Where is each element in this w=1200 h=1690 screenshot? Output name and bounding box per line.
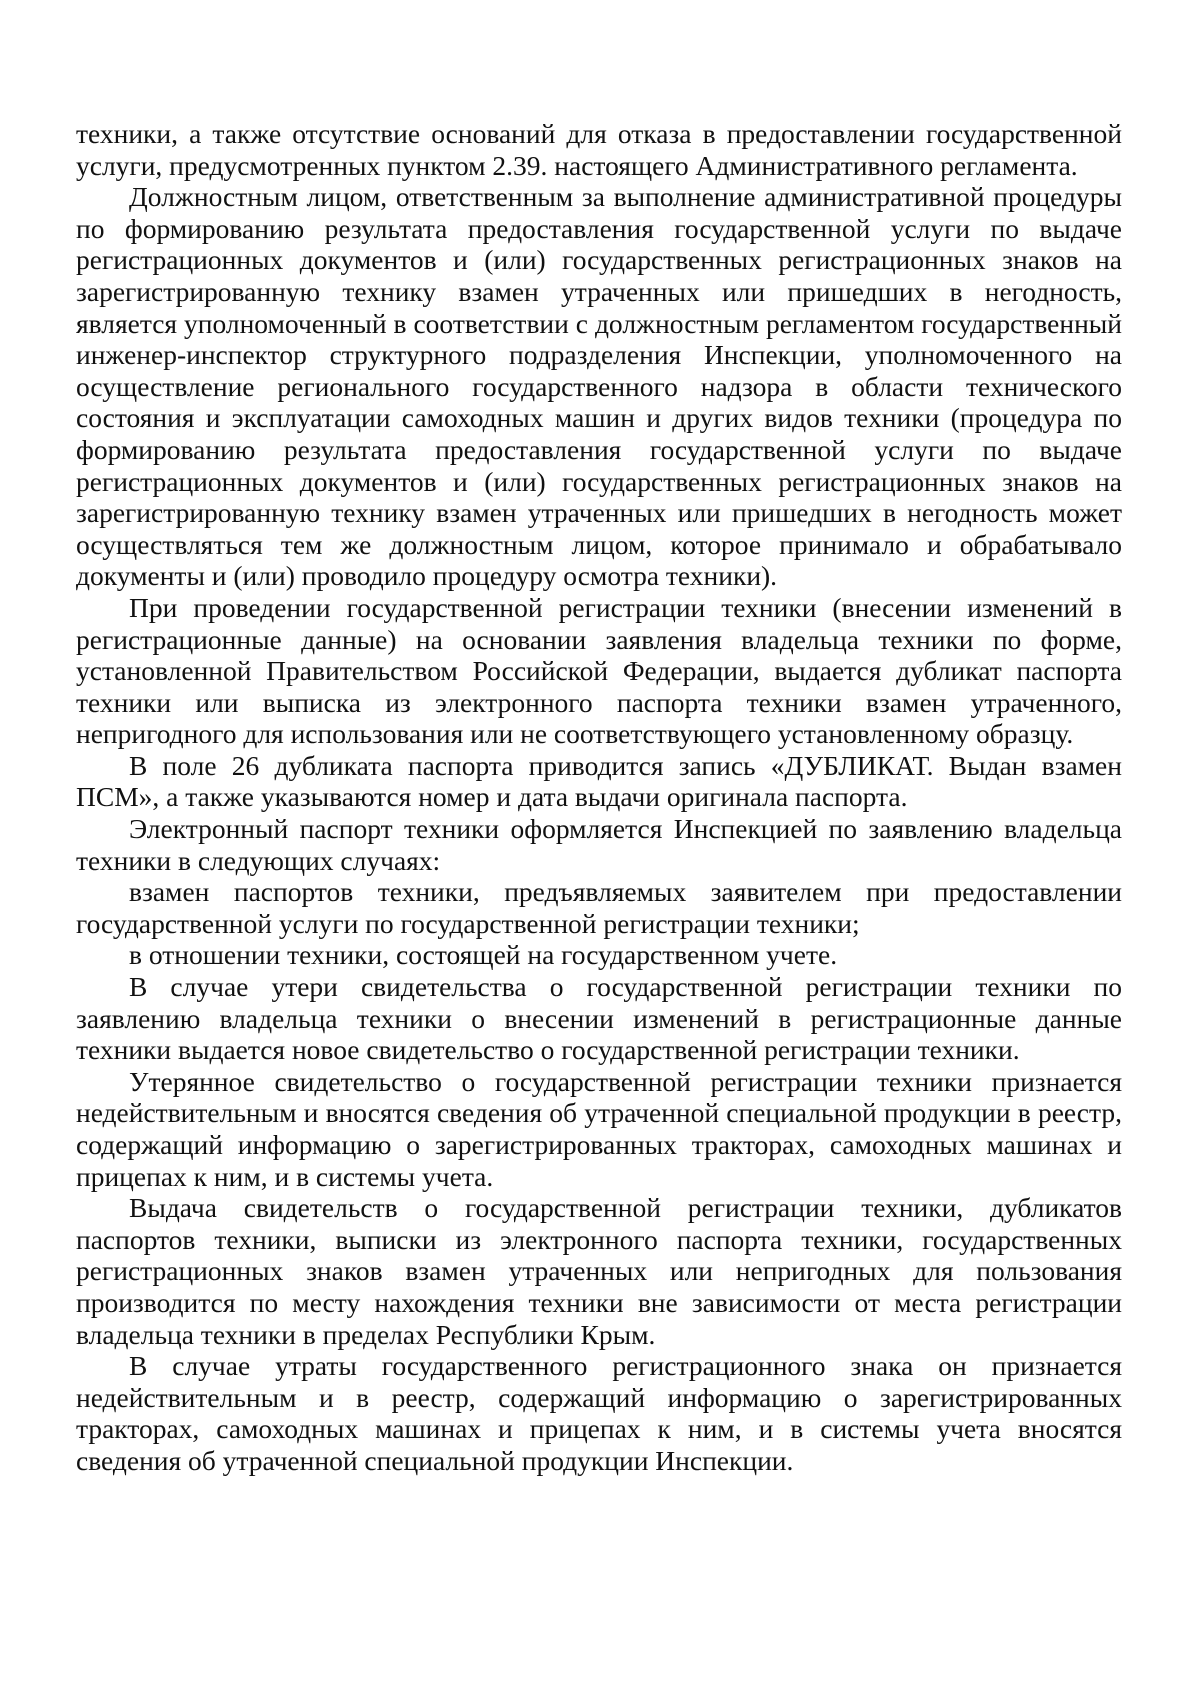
- paragraph-lost-certificate: В случае утери свидетельства о государственной регистрации техники по заявлению владельца техники о внесении изменений в регистрационные данные техники выдается новое свидетельство о государственной регистрации техники.: [76, 971, 1122, 1066]
- paragraph-responsible-official: Должностным лицом, ответственным за выполнение административной процедуры по формированию результата предоставления государственной услуги по выдаче регистрационных документов и (или) государственных регистрационных знаков на зарегистрированную технику взамен утраченных или пришедших в негодность, является уполномоченный в соответствии с должностным регламентом государственный инженер-инспектор структурного подразделения Инспекции, уполномоченного на осуществление регионального государственного надзора в области технического состояния и эксплуатации самоходных машин и других видов техники (процедура по формированию результата предоставления государственной услуги по выдаче регистрационных документов и (или) государственных регистрационных знаков на зарегистрированную технику взамен утраченных или пришедших в негодность может осуществляться тем же должностным лицом, которое принимало и обрабатывало документы и (или) проводило процедуру осмотра техники).: [76, 181, 1122, 592]
- paragraph-case-replacement: взамен паспортов техники, предъявляемых заявителем при предоставлении государственной услуги по государственной регистрации техники;: [76, 876, 1122, 939]
- paragraph-case-registered: в отношении техники, состоящей на государственном учете.: [129, 939, 838, 971]
- document-page: [76, 118, 1122, 1477]
- paragraph-certificate-invalid: Утерянное свидетельство о государственной регистрации техники признается недействительным и вносятся сведения об утраченной специальной продукции в реестр, содержащий информацию о зарегистрированных тракторах, самоходных машинах и прицепах к ним, и в системы учета.: [76, 1065, 1122, 1192]
- paragraph-duplicate-passport: При проведении государственной регистрации техники (внесении изменений в регистрационные данные) на основании заявления владельца техники по форме, установленной Правительством Российской Федерации, выдается дубликат паспорта техники или выписка из электронного паспорта техники взамен утраченного, непригодного для использования или не соответствующего установленному образцу.: [76, 591, 1122, 750]
- paragraph-continuation: техники, а также отсутствие оснований для отказа в предоставлении государственной услуги, предусмотренных пунктом 2.39. настоящего Административного регламента.: [76, 118, 1122, 181]
- paragraph-field-26: В поле 26 дубликата паспорта приводится запись «ДУБЛИКАТ. Выдан взамен ПСМ», а также указываются номер и дата выдачи оригинала паспорта.: [76, 749, 1122, 813]
- paragraph-electronic-passport: Электронный паспорт техники оформляется Инспекцией по заявлению владельца техники в следующих случаях:: [76, 813, 1122, 876]
- paragraph-issuance-location: Выдача свидетельств о государственной регистрации техники, дубликатов паспортов техники, выписки из электронного паспорта техники, государственных регистрационных знаков взамен утраченных или непригодных для пользования производится по месту нахождения техники вне зависимости от места регистрации владельца техники в пределах Республики Крым.: [76, 1192, 1122, 1350]
- paragraph-lost-plate: В случае утраты государственного регистрационного знака он признается недействительным и в реестр, содержащий информацию о зарегистрированных тракторах, самоходных машинах и прицепах к ним, и в системы учета вносятся сведения об утраченной специальной продукции Инспекции.: [76, 1350, 1122, 1476]
